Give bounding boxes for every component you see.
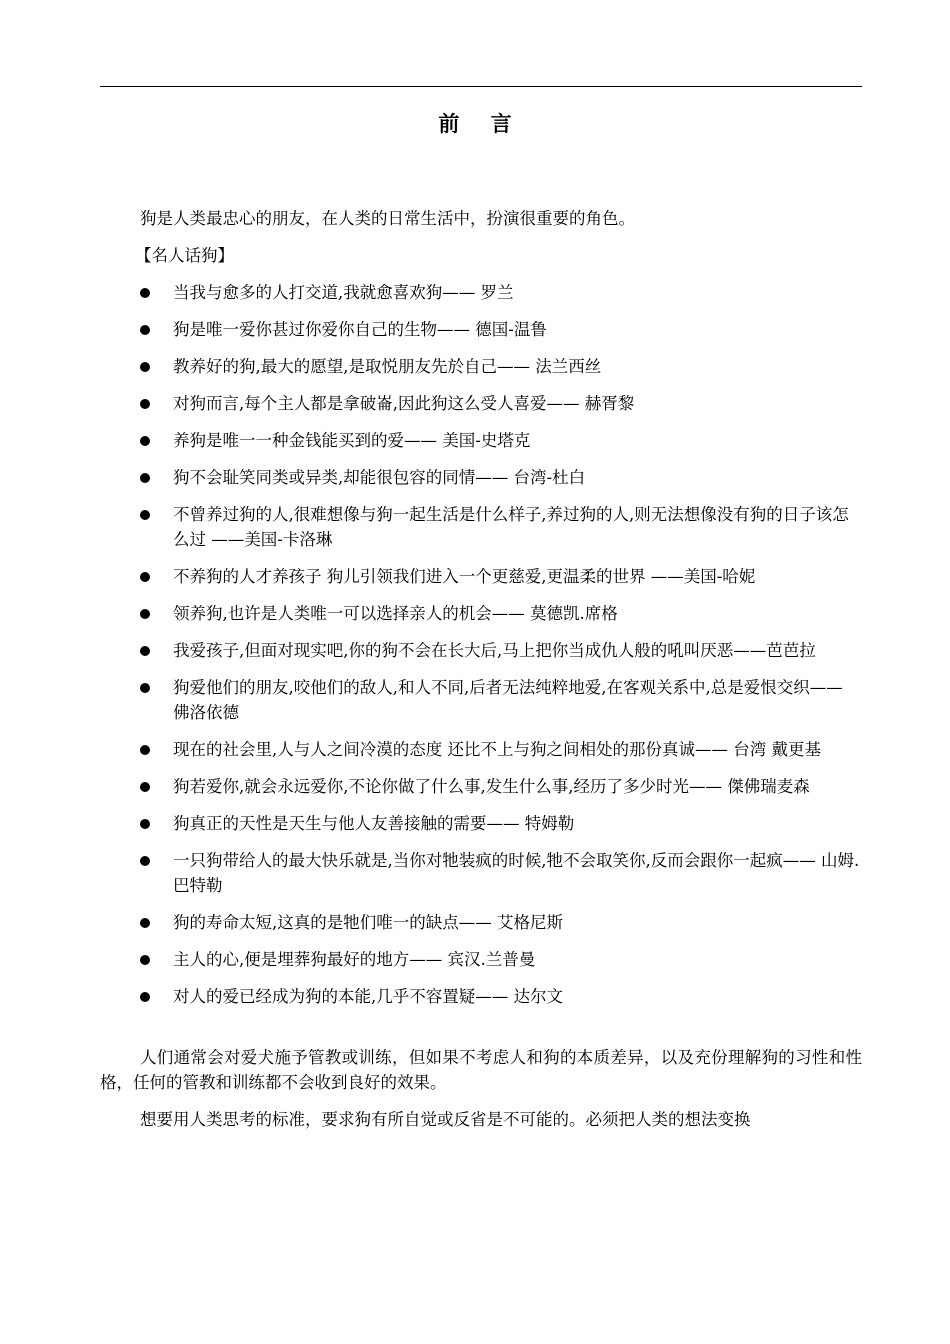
quote-item <box>100 774 862 799</box>
bullet-icon <box>140 992 150 1002</box>
quote-text: 当我与愈多的人打交道,我就愈喜欢狗—— 罗兰 <box>173 283 514 302</box>
quote-item <box>100 811 862 836</box>
quote-text: 不养狗的人才养孩子 狗儿引领我们进入一个更慈爱,更温柔的世界 ——美国-哈妮 <box>173 567 756 586</box>
section-label: 【名人话狗】 <box>135 246 234 265</box>
page-content <box>100 206 862 1132</box>
bullet-icon <box>140 609 150 619</box>
quote-item <box>100 428 862 453</box>
bullet-icon <box>140 362 150 372</box>
quote-text: 领养狗,也许是人类唯一可以选择亲人的机会—— 莫德凯.席格 <box>173 604 618 623</box>
bullet-icon <box>140 745 150 755</box>
bullet-icon <box>140 819 150 829</box>
quote-item <box>100 675 862 725</box>
bullet-icon <box>140 572 150 582</box>
quote-text: 不曾养过狗的人,很难想像与狗一起生活是什么样子,养过狗的人,则无法想像没有狗的日子该怎么过 ——美国-卡洛琳 <box>173 505 849 549</box>
bullet-icon <box>140 436 150 446</box>
intro-paragraph: 狗是人类最忠心的朋友，在人类的日常生活中，扮演很重要的角色。 <box>140 209 635 228</box>
bullet-icon <box>140 510 150 520</box>
quote-text: 教养好的狗,最大的愿望,是取悦朋友先於自己—— 法兰西丝 <box>173 357 602 376</box>
quote-text: 狗不会耻笑同类或异类,却能很包容的同情—— 台湾-杜白 <box>173 468 586 487</box>
body-paragraph: 人们通常会对爱犬施予管教或训练，但如果不考虑人和狗的本质差异，以及充份理解狗的习性和性格，任何的管教和训练都不会收到良好的效果。 <box>100 1048 862 1092</box>
quote-text: 养狗是唯一一种金钱能买到的爱—— 美国-史塔克 <box>173 431 531 450</box>
quote-text: 狗若爱你,就会永远爱你,不论你做了什么事,发生什么事,经历了多少时光—— 傑佛瑞麦森 <box>173 777 810 796</box>
bullet-icon <box>140 325 150 335</box>
quote-list <box>100 280 862 1009</box>
quote-item <box>100 984 862 1009</box>
bullet-icon <box>140 399 150 409</box>
bullet-icon <box>140 473 150 483</box>
quote-text: 我爱孩子,但面对现实吧,你的狗不会在长大后,马上把你当成仇人般的吼叫厌恶——芭芭拉 <box>173 641 816 660</box>
quote-text: 现在的社会里,人与人之间冷漠的态度 还比不上与狗之间相处的那份真诚—— 台湾 戴更基 <box>173 740 821 759</box>
quote-item <box>100 947 862 972</box>
bullet-icon <box>140 918 150 928</box>
quote-item <box>100 601 862 626</box>
bullet-icon <box>140 288 150 298</box>
quote-text: 对人的爱已经成为狗的本能,几乎不容置疑—— 达尔文 <box>173 987 563 1006</box>
quote-text: 主人的心,便是埋葬狗最好的地方—— 宾汉.兰普曼 <box>173 950 536 969</box>
quote-item <box>100 737 862 762</box>
bullet-icon <box>140 782 150 792</box>
quote-text: 狗是唯一爱你甚过你爱你自己的生物—— 德国-温鲁 <box>173 320 547 339</box>
bullet-icon <box>140 955 150 965</box>
header-rule <box>100 86 862 87</box>
quote-item <box>100 317 862 342</box>
quote-item <box>100 638 862 663</box>
quote-text: 对狗而言,每个主人都是拿破崙,因此狗这么受人喜爱—— 赫胥黎 <box>173 394 635 413</box>
quote-item <box>100 502 862 552</box>
quote-item <box>100 848 862 898</box>
quote-item <box>100 354 862 379</box>
quote-text: 狗的寿命太短,这真的是牠们唯一的缺点—— 艾格尼斯 <box>173 913 563 932</box>
page-title: 前 言 <box>438 111 524 136</box>
quote-item <box>100 280 862 305</box>
quote-item <box>100 564 862 589</box>
body-paragraph: 想要用人类思考的标准，要求狗有所自觉或反省是不可能的。必须把人类的想法变换 <box>140 1110 751 1129</box>
quote-text: 一只狗带给人的最大快乐就是,当你对牠装疯的时候,牠不会取笑你,反而会跟你一起疯—— 山姆.巴特勒 <box>173 851 860 895</box>
quote-text: 狗真正的天性是天生与他人友善接触的需要—— 特姆勒 <box>173 814 575 833</box>
quote-text: 狗爱他们的朋友,咬他们的敌人,和人不同,后者无法纯粹地爱,在客观关系中,总是爱恨交织—— 佛洛依德 <box>173 678 843 722</box>
bullet-icon <box>140 856 150 866</box>
quote-item <box>100 391 862 416</box>
bullet-icon <box>140 683 150 693</box>
quote-item <box>100 910 862 935</box>
bullet-icon <box>140 646 150 656</box>
quote-item <box>100 465 862 490</box>
